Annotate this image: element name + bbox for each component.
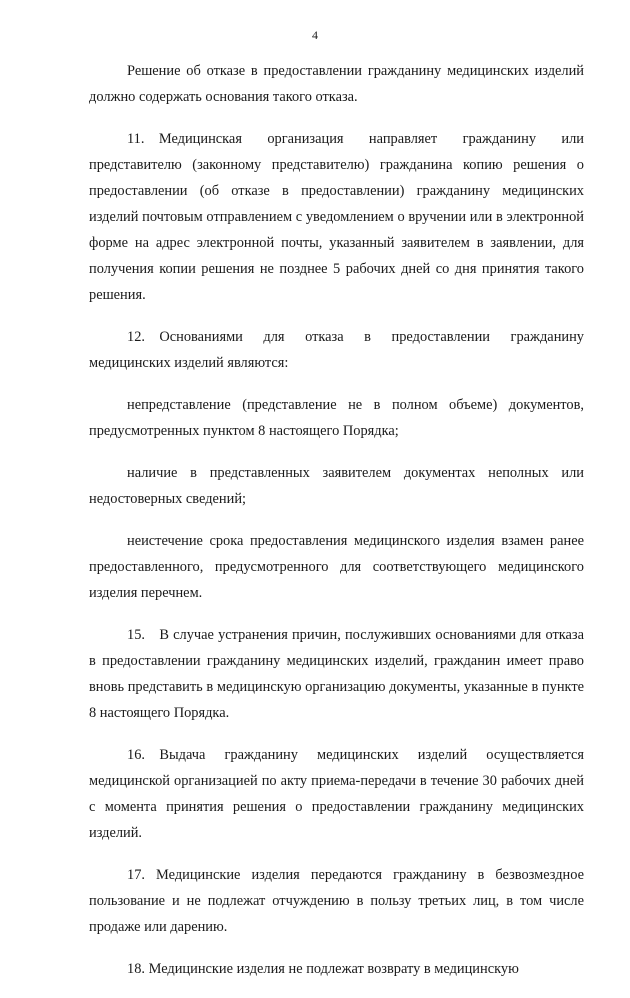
list-item-incomplete-documents: непредставление (представление не в полном объеме) документов, предусмотренных пунктом 8 настоящего Порядка;: [89, 397, 584, 439]
paragraph-15-reapply: 15. В случае устранения причин, послуживших основаниями для отказа в предоставлении гражданину медицинских изделий, гражданин имеет право вновь представить в медицинскую организацию документы, указанные в пункте 8 настоящего Порядка.: [89, 627, 584, 721]
page-number: 4: [312, 28, 318, 42]
document-body: [89, 58, 584, 998]
paragraph-17-free-use: 17. Медицинские изделия передаются гражданину в безвозмездное пользование и не подлежат отчуждению в пользу третьих лиц, в том числе продаже или дарению.: [89, 867, 584, 935]
list-item-term-not-expired: неистечение срока предоставления медицинского изделия взамен ранее предоставленного, предусмотренного для соответствующего медицинского изделия перечнем.: [89, 533, 584, 601]
paragraph-18-no-return: 18. Медицинские изделия не подлежат возврату в медицинскую: [127, 961, 519, 977]
paragraph-12-refusal-grounds: 12. Основаниями для отказа в предоставлении гражданину медицинских изделий являются:: [89, 329, 584, 371]
list-item-unreliable-info: наличие в представленных заявителем документах неполных или недостоверных сведений;: [89, 465, 584, 507]
paragraph-refusal-grounds-content: Решение об отказе в предоставлении гражданину медицинских изделий должно содержать основания такого отказа.: [89, 63, 584, 105]
paragraph-11-copy-of-decision: 11. Медицинская организация направляет гражданину или представителю (законному представителю) гражданина копию решения о предоставлении (об отказе в предоставлении) гражданину медицинских изделий почтовым отправлением с уведомлением о вручении или в электронной форме на адрес электронной почты, указанный заявителем в заявлении, для получения копии решения не позднее 5 рабочих дней со дня принятия такого решения.: [89, 131, 584, 303]
paragraph-16-issuance: 16. Выдача гражданину медицинских изделий осуществляется медицинской организацией по акту приема-передачи в течение 30 рабочих дней с момента принятия решения о предоставлении гражданину медицинских изделий.: [89, 747, 584, 841]
